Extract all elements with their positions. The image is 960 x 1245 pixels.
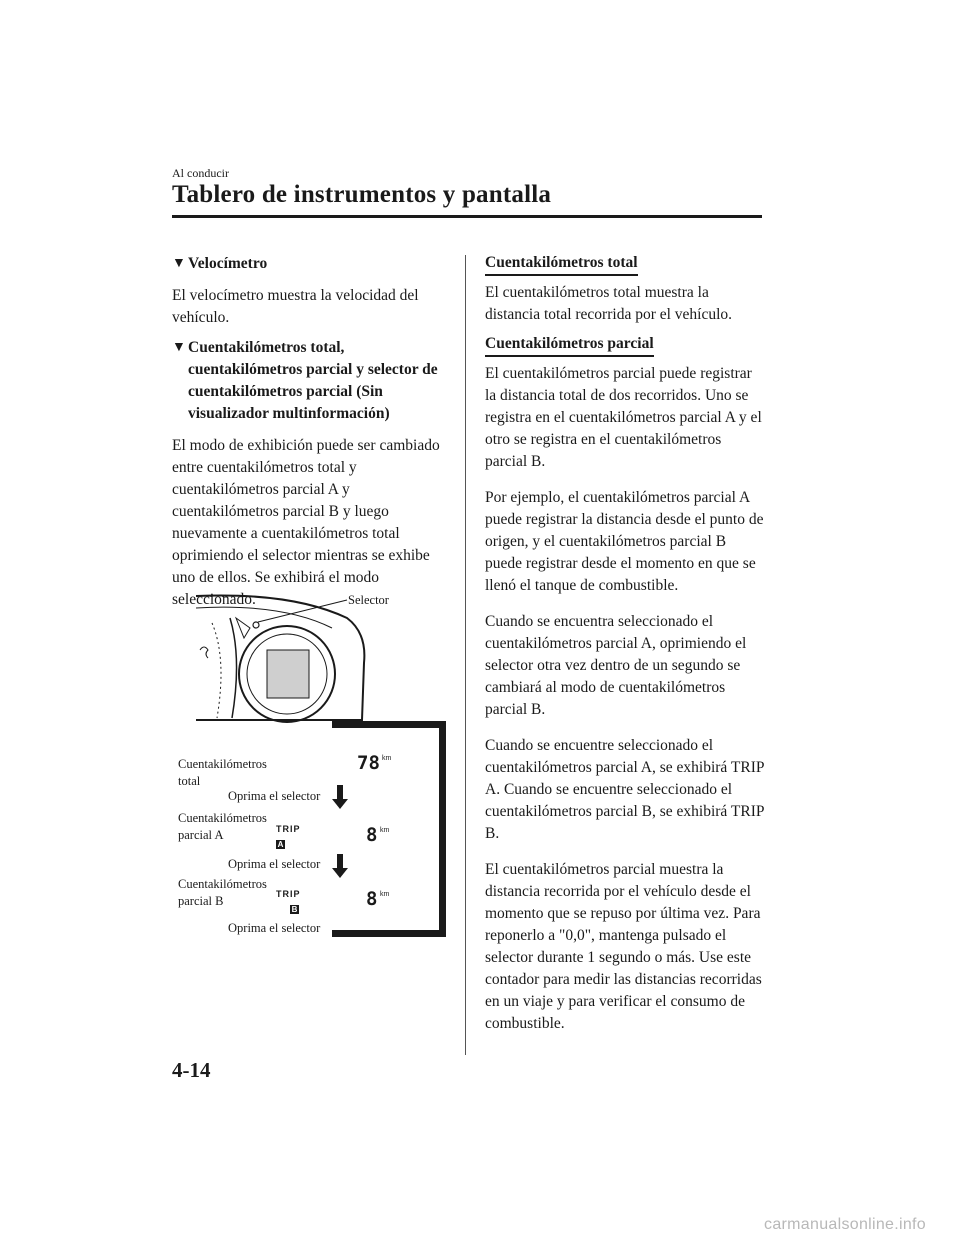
odo-total-paragraph: El cuentakilómetros total muestra la distancia total recorrida por el vehículo. <box>485 284 733 323</box>
title-rule <box>172 215 762 218</box>
trip-paragraph-4: Cuando se encuentre seleccionado el cuentakilómetros parcial A, se exhibirá TRIP A. Cuando se encuentre seleccionado el cuentakilómetros parcial B, se exhibirá TRIP B. <box>485 737 764 842</box>
trip-paragraph-2: Por ejemplo, el cuentakilómetros parcial A puede registrar la distancia desde el punto de origen, y el cuentakilómetros parcial B puede registrar desde el momento en que se llenó el tanque de combustible. <box>485 489 764 594</box>
trip-a-unit: km <box>380 827 390 834</box>
trip-paragraph-1: El cuentakilómetros parcial puede registrar la distancia total de dos recorridos. Uno se registra en el cuentakilómetros parcial A y el otro se registra en el cuentakilómetros parcial B. <box>485 365 762 470</box>
subheading-odo-total: Cuentakilómetros total <box>485 253 638 276</box>
selector-callout: Selector <box>348 593 389 607</box>
subheading-trip: Cuentakilómetros parcial <box>485 334 654 357</box>
odo-total-label: Cuentakilómetros total <box>178 757 267 788</box>
odo-total-value: 78 <box>357 752 380 774</box>
down-arrow-icon <box>335 785 345 809</box>
trip-a-indicator-icon: TRIP A <box>276 824 301 849</box>
page-title: Tablero de instrumentos y pantalla <box>172 181 552 208</box>
column-divider <box>465 255 466 1055</box>
instrument-cluster-illustration <box>172 588 452 728</box>
trip-b-unit: km <box>380 891 390 898</box>
trip-paragraph-3: Cuando se encuentra seleccionado el cuentakilómetros parcial A, oprimiendo el selector otra vez dentro de un segundo se cambiará al modo de cuentakilómetros parcial B. <box>485 613 747 718</box>
press-selector-label-2: Oprima el selector <box>228 857 321 871</box>
right-column <box>485 252 765 1035</box>
odo-total-unit: km <box>382 755 392 762</box>
trip-b-label: Cuentakilómetros parcial B <box>178 877 267 908</box>
down-arrow-icon <box>335 854 345 878</box>
left-column <box>172 253 452 611</box>
trip-b-value: 8 <box>366 888 378 910</box>
press-selector-label-1: Oprima el selector <box>228 789 321 803</box>
chapter-label: Al conducir <box>172 166 229 180</box>
page-number: 4-14 <box>172 1058 211 1082</box>
triangle-marker-icon: ▼ <box>172 256 186 271</box>
watermark: carmanualsonline.info <box>764 1216 926 1233</box>
trip-a-label: Cuentakilómetros parcial A <box>178 811 267 842</box>
trip-b-indicator-icon: TRIP B <box>276 889 301 914</box>
instrument-cluster-figure <box>172 588 452 948</box>
trip-paragraph-5: El cuentakilómetros parcial muestra la distancia recorrida por el vehículo desde el momento que se repuso por última vez. Para reponerlo a "0,0", mantenga pulsado el selector durante 1 segundo o más. Use este contador para medir las distancias recorridas en un viaje y para verificar el consumo de combustible. <box>485 861 762 1032</box>
speedometer-text: El velocímetro muestra la velocidad del vehículo. <box>172 287 419 326</box>
press-selector-label-3: Oprima el selector <box>228 921 321 935</box>
trip-a-value: 8 <box>366 824 378 846</box>
odometer-text: El modo de exhibición puede ser cambiado entre cuentakilómetros total y cuentakilómetros parcial A y cuentakilómetros parcial B y luego nuevamente a cuentakilómetros total oprimiendo el selector mientras se exhibe uno de ellos. Se exhibirá el modo seleccionado. <box>172 437 440 608</box>
section-heading-odometer: ▼ Cuentakilómetros total, cuentakilómetros parcial y selector de cuentakilómetros parcial (Sin visualizador multinformación) <box>172 337 452 425</box>
section-heading-speedometer: ▼ Velocímetro <box>172 253 452 275</box>
triangle-marker-icon: ▼ <box>172 340 186 355</box>
